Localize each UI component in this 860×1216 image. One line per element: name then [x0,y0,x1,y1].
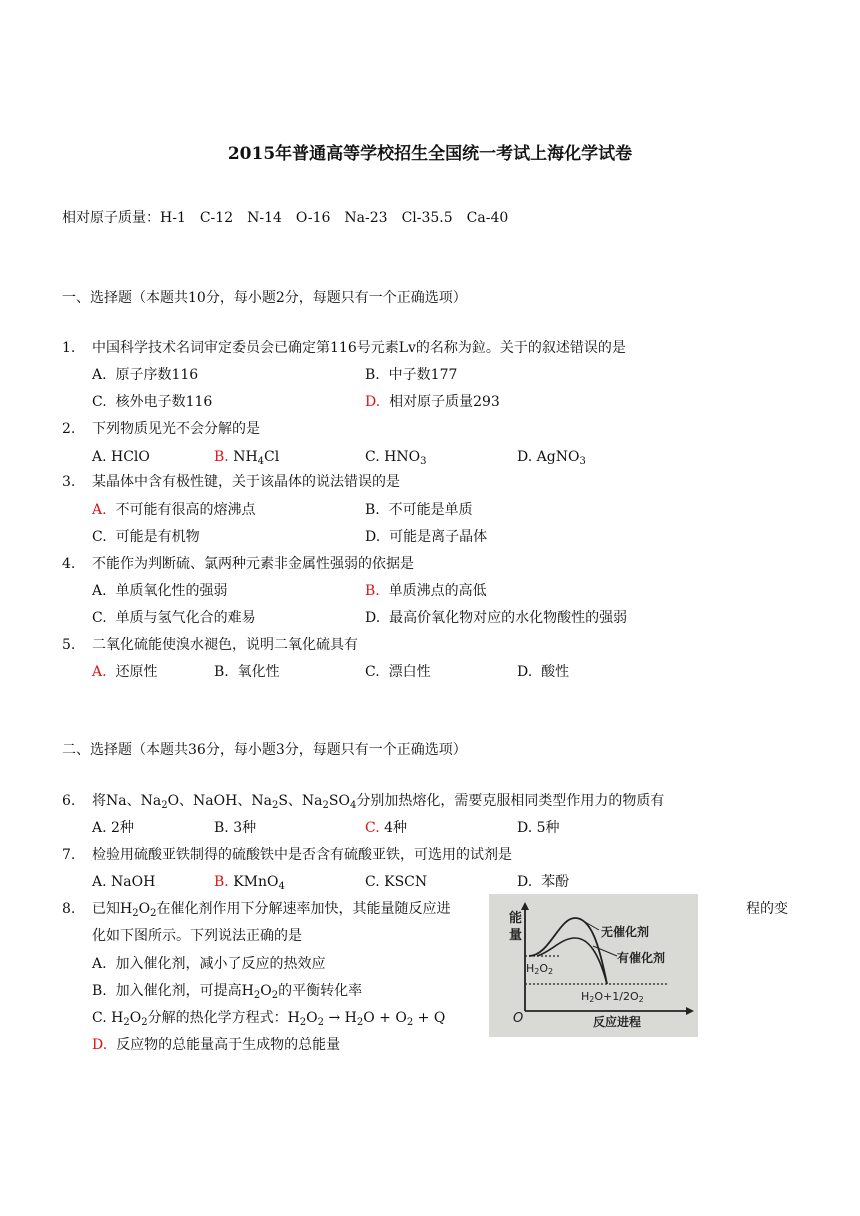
q2-option-a-text: HClO [111,449,150,465]
q2-option-b [214,448,279,466]
uncatalyzed-label: 无催化剂 [601,925,650,939]
q5-option-a-label: A. [92,664,107,680]
q4-option-c-label: C. [92,610,107,626]
q2-option-c-text: $HNO_3$ [384,449,427,467]
q7-option-a-label: A. [92,874,107,890]
q6-option-a [92,819,134,837]
q1-option-a-text: 原子序数116 [115,367,199,383]
q3-option-a [92,501,255,519]
q6-option-c-label: C. [365,820,380,836]
q1-option-c-label: C. [92,394,107,410]
q5-option-c-text: 漂白性 [388,664,431,680]
q1-option-a [92,366,198,384]
q4-option-c-text: 单质与氢气化合的难易 [115,610,256,626]
q3-option-a-label: A. [92,502,107,518]
q5-option-b-label: B. [214,664,229,680]
q2-option-d-label: D. [517,449,533,465]
q4-stem: 不能作为判断硫、氯两种元素非金属性强弱的依据是 [92,556,414,572]
q6-option-d-text: 5种 [536,820,560,836]
q1-option-b [365,366,457,384]
q2-option-c-label: C. [365,449,380,465]
q8-number: 8. [62,901,76,917]
q8-option-c-label: C. [92,1010,107,1026]
y-axis-arrow [521,902,529,910]
q1-stem: 中国科学技术名词审定委员会已确定第116号元素Lv的名称为鉝。关于的叙述错误的是 [92,340,626,356]
q7-option-a-text: NaOH [111,874,156,890]
q3-option-b-text: 不可能是单质 [388,502,473,518]
q8-option-d-label: D. [92,1037,108,1053]
q2-number: 2. [62,421,76,437]
q8-option-c [92,1009,445,1027]
y-axis-label-char1: 能 [509,911,523,926]
q8-option-b [92,982,362,1000]
q1-option-b-label: B. [365,367,380,383]
reactant-label: H2O2 [526,962,554,976]
q8-option-d [92,1036,340,1054]
q2-option-b-label: B. [214,449,229,465]
q6-option-a-label: A. [92,820,107,836]
q8-stem-line1: 已知$H_2O_2$在催化剂作用下分解速率加快，其能量随反应进 [92,901,451,919]
q6-option-b-label: B. [214,820,229,836]
atomic-masses: 相对原子质量：H-1 C-12 N-14 O-16 Na-23 Cl-35.5 Ca-40 [62,210,509,226]
catalyzed-label: 有催化剂 [617,951,666,965]
energy-diagram-svg [489,894,698,1037]
q5-option-d-text: 酸性 [541,664,570,680]
q1-option-c [92,393,212,411]
q4-option-a [92,582,227,600]
product-label: H2O+1/2O2 [581,990,644,1004]
q8-option-c-text: $H_2O_2$分解的热化学方程式：$H_2O_2 \to H_2O + O_2 + Q$ [111,1010,446,1028]
section2-heading: 二、选择题（本题共36分，每小题3分，每题只有一个正确选项） [62,742,467,758]
q1-number: 1. [62,340,76,356]
q4-option-d [365,609,627,627]
q7-option-d-text: 苯酚 [541,874,570,890]
q5-option-c [365,663,431,681]
q3-option-a-text: 不可能有很高的熔沸点 [115,502,256,518]
q2-option-b-text: $NH_4Cl$ [233,449,280,467]
q8-stem-line1-end: 程的变 [746,901,788,917]
q6-option-d [517,819,560,837]
q4-option-a-label: A. [92,583,107,599]
q8-stem-line2: 化如下图所示。下列说法正确的是 [92,928,302,944]
q3-stem: 某晶体中含有极性键，关于该晶体的说法错误的是 [92,474,400,490]
q6-number: 6. [62,793,76,809]
q4-option-d-text: 最高价氧化物对应的水化物酸性的强弱 [389,610,628,626]
q1-option-b-text: 中子数177 [388,367,458,383]
q2-option-d-text: AgNO$_3$ [536,449,586,467]
q3-option-d-label: D. [365,529,381,545]
q1-option-d-label: D. [365,394,381,410]
origin-label: O [513,1011,524,1026]
q4-option-a-text: 单质氧化性的强弱 [115,583,228,599]
q8-option-b-text: 加入催化剂，可提高$H_2O_2$的平衡转化率 [115,983,363,1001]
q5-number: 5. [62,637,76,653]
q8-option-a-text: 加入催化剂，减小了反应的热效应 [115,956,326,972]
q2-stem: 下列物质见光不会分解的是 [92,421,260,437]
x-axis-arrow [686,1007,694,1015]
q7-option-a [92,873,155,891]
q3-option-b-label: B. [365,502,380,518]
q2-option-a [92,448,150,466]
q5-option-b-text: 氧化性 [237,664,280,680]
q6-option-b [214,819,256,837]
q4-option-b [365,582,487,600]
q3-option-c-text: 可能是有机物 [115,529,200,545]
q4-option-b-text: 单质沸点的高低 [388,583,487,599]
q6-option-c-text: 4种 [384,820,408,836]
q7-number: 7. [62,847,76,863]
q1-option-a-label: A. [92,367,107,383]
q6-option-a-text: 2种 [111,820,134,836]
q7-stem: 检验用硫酸亚铁制得的硫酸铁中是否含有硫酸亚铁，可选用的试剂是 [92,847,512,863]
q7-option-b [214,873,285,891]
q6-option-b-text: 3种 [233,820,257,836]
q6-option-d-label: D. [517,820,533,836]
q7-option-d-label: D. [517,874,533,890]
q5-option-b [214,663,280,681]
q1-option-d-text: 相对原子质量293 [389,394,500,410]
q3-option-d [365,528,487,546]
q3-option-d-text: 可能是离子晶体 [389,529,488,545]
q8-option-a [92,955,325,973]
q8-option-a-label: A. [92,956,107,972]
section1-heading: 一、选择题（本题共10分，每小题2分，每题只有一个正确选项） [62,290,467,306]
q8-option-b-label: B. [92,983,107,999]
q8-option-d-text: 反应物的总能量高于生成物的总能量 [116,1037,341,1053]
energy-diagram [489,894,698,1037]
q5-stem: 二氧化硫能使溴水褪色，说明二氧化硫具有 [92,637,358,653]
q1-option-d [365,393,500,411]
q6-stem: 将Na、$Na_2O$、NaOH、$Na_2S$、$Na_2SO_4$分别加热熔化，需要克服相同类型作用力的物质有 [92,793,665,811]
x-axis-label: 反应进程 [593,1015,642,1029]
q3-option-c [92,528,200,546]
q4-option-d-label: D. [365,610,381,626]
y-axis-label-char2: 量 [509,928,523,943]
q7-option-d [517,873,569,891]
uncatalyzed-leader [585,922,599,930]
q3-option-b [365,501,473,519]
q5-option-a-text: 还原性 [115,664,158,680]
q7-option-b-text: KMnO$_4$ [233,874,285,892]
q7-option-c [365,873,427,891]
q4-option-b-label: B. [365,583,380,599]
q2-option-a-label: A. [92,449,107,465]
q4-number: 4. [62,556,76,572]
q2-option-c [365,448,426,466]
q5-option-a [92,663,157,681]
q3-number: 3. [62,474,76,490]
q7-option-c-text: KSCN [384,874,428,890]
q6-option-c [365,819,407,837]
q7-option-b-label: B. [214,874,229,890]
q5-option-c-label: C. [365,664,380,680]
q4-option-c [92,609,256,627]
q2-option-d [517,448,586,466]
q1-option-c-text: 核外电子数116 [115,394,213,410]
q5-option-d [517,663,569,681]
q7-option-c-label: C. [365,874,380,890]
q3-option-c-label: C. [92,529,107,545]
page-title: 2015年普通高等学校招生全国统一考试上海化学试卷 [227,144,633,164]
q5-option-d-label: D. [517,664,533,680]
